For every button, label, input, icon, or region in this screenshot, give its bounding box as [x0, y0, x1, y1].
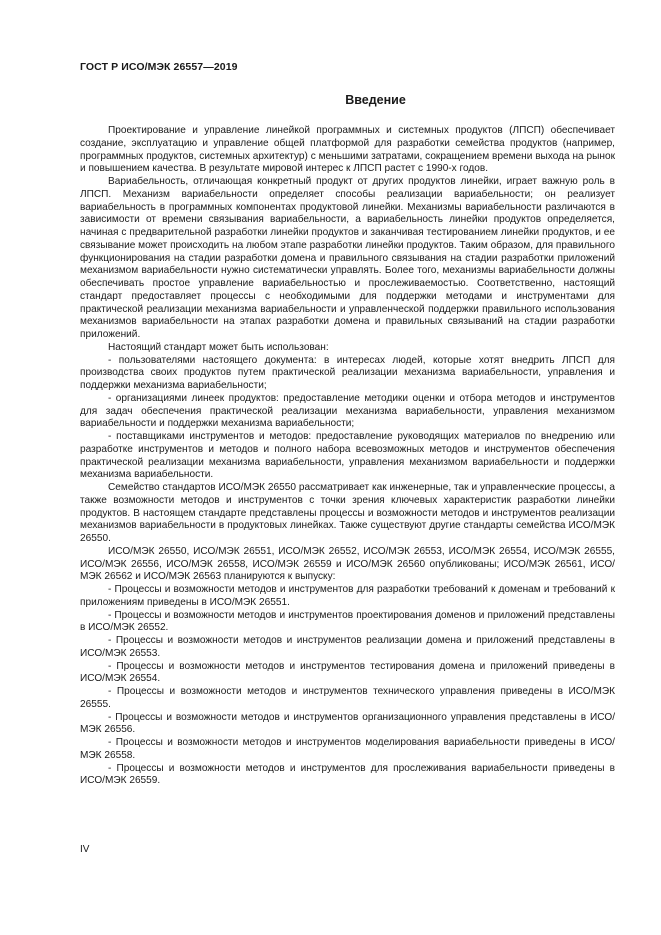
paragraph-published-standards: ИСО/МЭК 26550, ИСО/МЭК 26551, ИСО/МЭК 26552, ИСО/МЭК 26553, ИСО/МЭК 26554, ИСО/МЭК 26555, ИСО/МЭК 26556, ИСО/МЭК 26558, ИСО/МЭК 26559 и ИСО/МЭК 26560 опубликованы; ИСО/МЭК 26561, ИСО/МЭК 26562 и ИСО/МЭК 26563 планируются к выпуску:	[80, 545, 615, 583]
list-item-26559: - Процессы и возможности методов и инструментов для прослеживания вариабельности приведены в ИСО/МЭК 26559.	[80, 762, 615, 787]
list-item-suppliers: - поставщиками инструментов и методов: предоставление руководящих материалов по внедрению или разработке инструментов и методов и полного набора всевозможных методов и инструментов обеспечения практической реализации механизма вариабельности, управления механизмом вариабельности и поддержки механизма вариабельности.	[80, 431, 615, 481]
paragraph-variability: Вариабельность, отличающая конкретный продукт от других продуктов линейки, играет важную роль в ЛПСП. Механизм вариабельности определяет способы реализации вариабельности; он реализует вариабельность в программных компонентах продуктовой линейки. Механизмы вариабельности различаются в зависимости от времени связывания вариабельности, а вариабельность линейки продуктов определяется, начиная с предварительной разработки линейки продуктов и заканчивая тестированием линейки продуктов, и ее связывание может происходить на любом этапе разработки линейки продуктов. Таким образом, для правильного функционирования на стадии разработки домена и правильного связывания на стадии разработки приложений механизмом вариабельности нужно систематически управлять. Более того, механизмы вариабельности должны обеспечивать простое управление вариабельностью и прослеживаемостью. Соответственно, настоящий стандарт предоставляет процессы с необходимыми для поддержки методами и инструментами для практической реализации механизма вариабельности и управленческой поддержки правильного использования механизмов вариабельности на этапах разработки домена и правильных связываний на стадии разработки приложений.	[80, 176, 615, 340]
paragraph-standards-family: Семейство стандартов ИСО/МЭК 26550 рассматривает как инженерные, так и управленческие процессы, а также возможности методов и инструментов с точки зрения ключевых характеристик разработки линейки продуктов. В настоящем стандарте представлены процессы и возможности методов и инструментов реализации механизмов вариабельности в продуктовых линейках. Также существуют другие стандарты семейства ИСО/МЭК 26550.	[80, 482, 615, 544]
section-title: Введение	[345, 93, 406, 107]
list-item-26553: - Процессы и возможности методов и инструментов реализации домена и приложений представлены в ИСО/МЭК 26553.	[80, 635, 615, 659]
list-item-26556: - Процессы и возможности методов и инструментов организационного управления представлены в ИСО/МЭК 26556.	[80, 711, 615, 736]
paragraph-intro: Проектирование и управление линейкой программных и системных продуктов (ЛПСП) обеспечивает создание, эксплуатацию и управление общей платформой для разработки семейства продуктов (например, программных продуктов, системных архитектур) с меньшими затратами, сокращением времени выхода на рынок и повышением качества. В результате мировой интерес к ЛПСП растет с 1990-х годов.	[80, 125, 615, 175]
body-text	[80, 125, 615, 788]
list-item-users: - пользователями настоящего документа: в интересах людей, которые хотят внедрить ЛПСП для производства своих продуктов путем практической реализации механизма вариабельности, управления и поддержки механизма вариабельности;	[80, 354, 615, 391]
list-item-26552: - Процессы и возможности методов и инструментов проектирования доменов и приложений представлены в ИСО/МЭК 26552.	[80, 609, 615, 634]
page-number: IV	[80, 844, 90, 855]
list-item-26558: - Процессы и возможности методов и инструментов моделирования вариабельности приведены в ИСО/МЭК 26558.	[80, 737, 615, 761]
document-standard-number: ГОСТ Р ИСО/МЭК 26557—2019	[80, 61, 238, 73]
list-item-26555: - Процессы и возможности методов и инструментов технического управления приведены в ИСО/МЭК 26555.	[80, 686, 615, 710]
paragraph-usage-lead: Настоящий стандарт может быть использован:	[108, 341, 329, 353]
list-item-26554: - Процессы и возможности методов и инструментов тестирования домена и приложений приведены в ИСО/МЭК 26554.	[80, 660, 615, 685]
list-item-26551: - Процессы и возможности методов и инструментов для разработки требований к доменам и требований к приложениям приведены в ИСО/МЭК 26551.	[80, 584, 615, 608]
list-item-organizations: - организациями линеек продуктов: предоставление методики оценки и отбора методов и инструментов для задач обеспечения практической реализации механизма вариабельности, управления механизмом вариабельности и поддержки механизма вариабельности;	[80, 392, 615, 430]
